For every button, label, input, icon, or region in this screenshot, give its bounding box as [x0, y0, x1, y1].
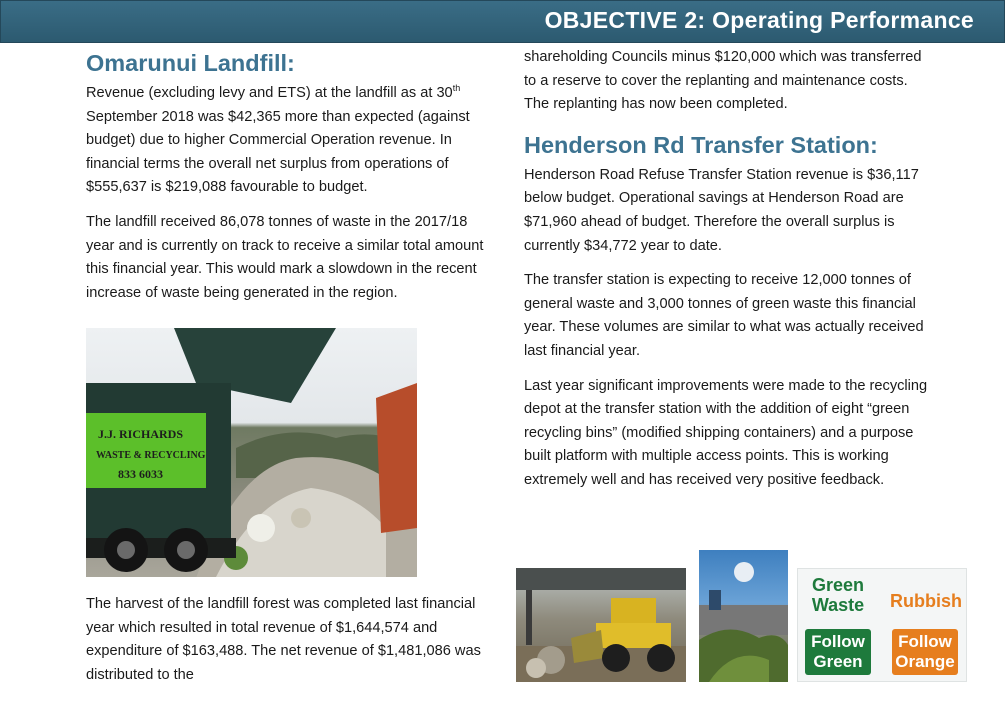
truck-sign-phone: 833 6033: [118, 467, 163, 481]
landfill-heading: Omarunui Landfill:: [86, 50, 295, 76]
left-column: [86, 46, 486, 316]
truck-sign-name: J.J. RICHARDS: [98, 427, 184, 441]
loader-photo: [516, 568, 686, 682]
shed-roof: [516, 568, 686, 590]
transfer-revenue-paragraph: Henderson Road Refuse Transfer Station revenue is $36,117 below budget. Operational savings at Henderson Road are $71,960 ahead of budget. Therefore the overall surplus is currently $34,772 year to date.: [524, 166, 919, 254]
recycling-signs-photo: [797, 568, 967, 682]
green-sign-line1: Green: [811, 575, 865, 595]
shed-post: [526, 590, 532, 645]
right-column: [524, 46, 934, 504]
green-waste-illustration: [699, 550, 788, 682]
page-title: OBJECTIVE 2: Operating Performance: [544, 7, 974, 33]
follow-orange-line2: Orange: [895, 652, 955, 671]
loader-bucket: [571, 630, 604, 663]
truck-illustration: [86, 328, 417, 577]
green-waste-photo: [699, 550, 788, 682]
follow-green-line2: Green: [813, 652, 863, 671]
cloud: [734, 562, 754, 582]
green-sign-line2: Waste: [811, 595, 865, 615]
ordinal-suffix: th: [452, 83, 461, 94]
landfill-revenue-text-a: Revenue (excluding levy and ETS) at the landfill as at 30: [86, 85, 453, 101]
truck-hub: [177, 541, 195, 559]
orange-machine: [376, 383, 417, 533]
loader-wheel: [602, 644, 630, 672]
truck-hub: [117, 541, 135, 559]
truck-sign-line2: WASTE & RECYCLING: [96, 450, 206, 461]
person: [709, 590, 721, 610]
landfill-revenue-paragraph: [86, 82, 486, 200]
waste-bag: [291, 508, 311, 528]
loader-illustration: [516, 568, 686, 682]
recycling-depot-paragraph: Last year significant improvements were made to the recycling depot at the transfer station with the addition of eight “green recycling bins” (modified shipping containers) and a purpose built platform with multiple access points. This is working extremely well and has received very positive feedback.: [524, 377, 928, 488]
harvest-continuation-paragraph: shareholding Councils minus $120,000 which was transferred to a reserve to cover the replanting and maintenance costs. The replanting has now been completed.: [524, 49, 922, 113]
landfill-truck-photo: [86, 328, 417, 577]
loader-wheel: [647, 644, 675, 672]
waste-heap: [526, 658, 546, 678]
landfill-revenue-text-b: September 2018 was $42,365 more than expected (against budget) due to higher Commercial Operation revenue. In financial terms the overall net surplus from operations of $555,637 is $219,088 favourable to budget.: [86, 108, 470, 196]
follow-green-sign: [805, 629, 871, 675]
landfill-tonnage-paragraph: The landfill received 86,078 tonnes of waste in the 2017/18 year and is currently on track to receive a similar total amount this financial year. This would mark a slowdown in the recent increase of waste being generated in the region.: [86, 213, 484, 301]
transfer-station-heading: Henderson Rd Transfer Station:: [524, 131, 878, 158]
transfer-volume-paragraph: The transfer station is expecting to receive 12,000 tonnes of general waste and 3,000 tonnes of green waste this financial year. These volumes are similar to what was actually received last financial year.: [524, 272, 924, 359]
follow-orange-line1: Follow: [898, 632, 952, 651]
follow-orange-sign: [892, 629, 958, 675]
forest-harvest-paragraph: The harvest of the landfill forest was completed last financial year which resulted in total revenue of $1,644,574 and expenditure of $163,488. The net revenue of $1,481,086 was distributed to the: [86, 596, 481, 683]
rubbish-sign: Rubbish: [890, 591, 962, 611]
follow-green-line1: Follow: [811, 632, 865, 651]
header-banner: [0, 0, 1005, 43]
harvest-block: [86, 593, 486, 698]
waste-bag: [247, 514, 275, 542]
green-waste-sign: [806, 575, 870, 615]
